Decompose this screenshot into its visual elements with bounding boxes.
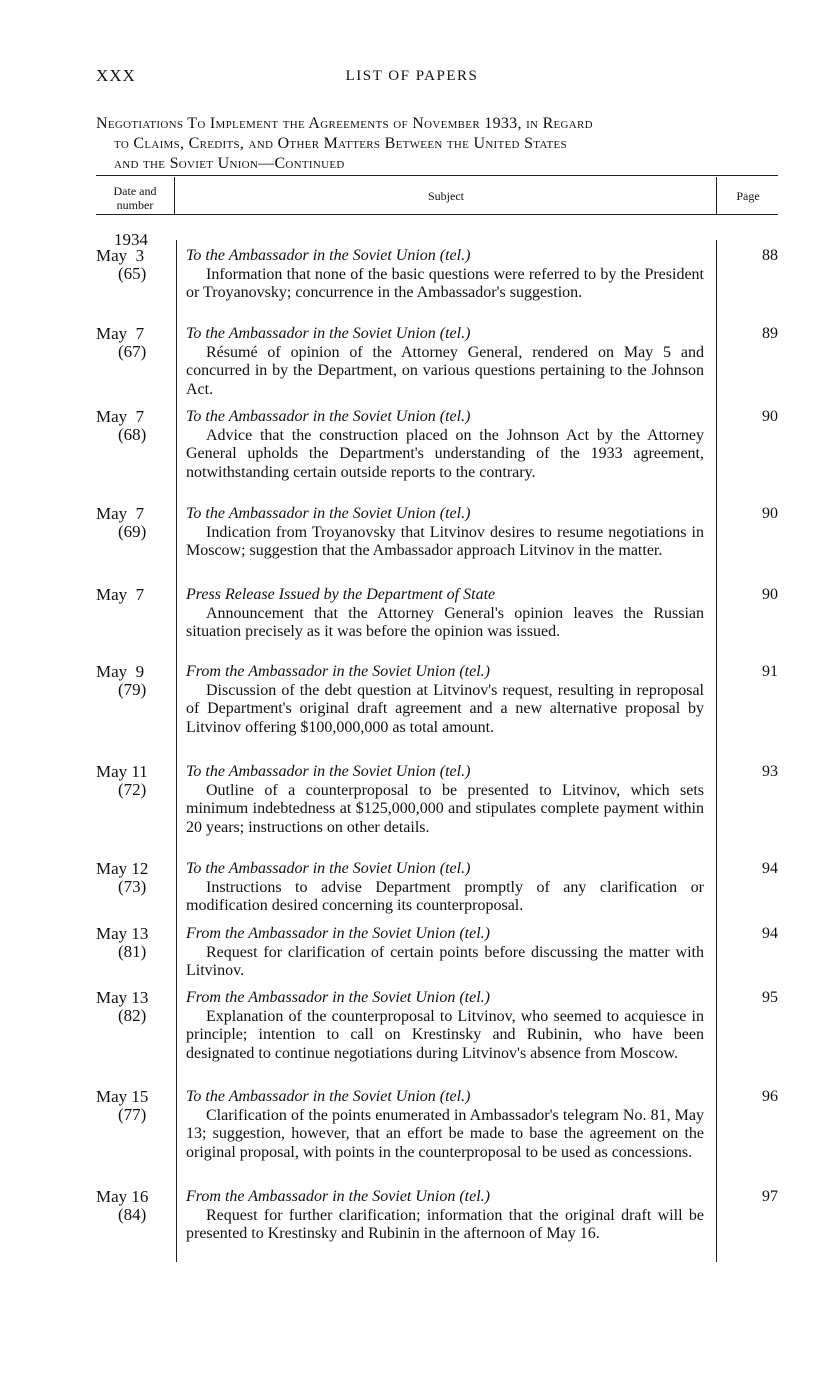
column-divider-left	[176, 240, 177, 1262]
entry-date	[96, 325, 170, 361]
column-header-page: Page	[736, 189, 760, 203]
page-number: XXX	[96, 66, 136, 85]
entry-title: To the Ambassador in the Soviet Union (tel.)	[186, 247, 471, 264]
entry-page: 93	[762, 763, 778, 780]
entry-number: (73)	[118, 877, 147, 896]
entry-number: (65)	[118, 264, 147, 283]
year-label: 1934	[114, 230, 148, 249]
entry-description: Announcement that the Attorney General's opinion leaves the Russian situation precisely as it was before the opinion was issued.	[186, 604, 704, 640]
entry-page: 89	[762, 325, 778, 342]
entry-title: From the Ambassador in the Soviet Union (tel.)	[186, 989, 490, 1006]
entry-page: 97	[762, 1188, 778, 1205]
entry-description: Indication from Troyanovsky that Litvinov desires to resume negotiations in Moscow; suggestion that the Ambassador approach Litvinov in the matter.	[186, 523, 704, 559]
entry-subject	[186, 1088, 704, 1162]
entry-subject	[186, 408, 704, 482]
entry-page: 90	[762, 408, 778, 425]
entry-number: (77)	[118, 1105, 147, 1124]
entry-date	[96, 408, 170, 444]
entry-title: To the Ambassador in the Soviet Union (tel.)	[186, 408, 471, 425]
section-title	[96, 114, 778, 174]
entry-date	[96, 586, 170, 604]
entry-date-label: May 12	[96, 859, 149, 878]
entry-subject	[186, 763, 704, 837]
entry-date	[96, 247, 170, 283]
column-divider-right	[716, 240, 717, 1262]
entry-description: Information that none of the basic questions were referred to by the President or Troyanovsky; concurrence in the Ambassador's suggestion.	[186, 265, 704, 301]
entry-subject	[186, 586, 704, 642]
entry-page: 91	[762, 663, 778, 680]
entry-description: Clarification of the points enumerated in Ambassador's telegram No. 81, May 13; suggestion, however, that an effort be made to base the agreement on the original proposal, with points in the counterproposal to be used as concessions.	[186, 1106, 704, 1161]
entry-date	[96, 1088, 170, 1124]
entry-description: Instructions to advise Department promptly of any clarification or modification desired concerning its counterproposal.	[186, 878, 704, 914]
entry-date-label: May 7	[96, 504, 145, 523]
entry-date	[96, 663, 170, 699]
entry-number: (81)	[118, 942, 147, 961]
entry-subject	[186, 663, 704, 737]
entry-number: (84)	[118, 1205, 147, 1224]
column-header-date	[96, 184, 174, 212]
entry-page: 88	[762, 247, 778, 264]
entry-page: 94	[762, 860, 778, 877]
entry-subject	[186, 989, 704, 1063]
entry-title: To the Ambassador in the Soviet Union (tel.)	[186, 763, 471, 780]
entry-date	[96, 1188, 170, 1224]
entry-subject	[186, 505, 704, 561]
section-title-line-1: Negotiations To Implement the Agreements of November 1933, in Regard	[96, 115, 593, 132]
entry-date	[96, 860, 170, 896]
entry-title: To the Ambassador in the Soviet Union (tel.)	[186, 1088, 471, 1105]
entry-description: Request for further clarification; information that the original draft will be presented to Krestinsky and Rubinin in the afternoon of May 16.	[186, 1206, 704, 1242]
entry-description: Résumé of opinion of the Attorney General, rendered on May 5 and concurred in by the Department, on various questions pertaining to the Johnson Act.	[186, 343, 704, 398]
entry-date-label: May 7	[96, 324, 145, 343]
entry-date	[96, 505, 170, 541]
entry-subject	[186, 925, 704, 981]
column-header-date-line-2: number	[116, 198, 154, 212]
entry-page: 90	[762, 505, 778, 522]
entry-number: (82)	[118, 1006, 147, 1025]
entry-date-label: May 9	[96, 662, 145, 681]
entry-date	[96, 989, 170, 1025]
entry-description: Discussion of the debt question at Litvinov's request, resulting in reproposal of Department's original draft agreement and a new alternative proposal by Litvinov offering $100,000,000 as total amount.	[186, 681, 704, 736]
entry-title: Press Release Issued by the Department of State	[186, 586, 496, 603]
entry-number: (67)	[118, 342, 147, 361]
table-top-rule	[96, 175, 778, 176]
entry-date-label: May 13	[96, 924, 149, 943]
entry-title: From the Ambassador in the Soviet Union (tel.)	[186, 925, 490, 942]
entry-page: 90	[762, 586, 778, 603]
entry-description: Explanation of the counterproposal to Litvinov, who seemed to acquiesce in principle; intention to call on Krestinsky and Rubinin, who have been designated to continue negotiations during Litvinov's absence from Moscow.	[186, 1007, 704, 1062]
entry-date-label: May 7	[96, 407, 145, 426]
table-header-rule	[96, 214, 778, 215]
entry-number: (69)	[118, 522, 147, 541]
entry-number: (79)	[118, 680, 147, 699]
section-title-line-3: and the Soviet Union—Continued	[114, 155, 345, 172]
entry-date-label: May 13	[96, 988, 149, 1007]
entry-title: To the Ambassador in the Soviet Union (tel.)	[186, 325, 471, 342]
column-header-date-line-1: Date and	[113, 184, 157, 198]
entry-date	[96, 763, 170, 799]
entry-page: 95	[762, 989, 778, 1006]
entry-description: Outline of a counterproposal to be presented to Litvinov, which sets minimum indebtedness at $125,000,000 and stipulates complete payment within 20 years; instructions on other details.	[186, 781, 704, 836]
entry-page: 94	[762, 925, 778, 942]
entry-subject	[186, 247, 704, 303]
entry-date-label: May 3	[96, 246, 145, 265]
entry-date-label: May 7	[96, 585, 145, 604]
entry-date-label: May 16	[96, 1187, 149, 1206]
entry-description: Request for clarification of certain points before discussing the matter with Litvinov.	[186, 943, 704, 979]
column-divider-left-header	[174, 177, 175, 214]
entry-title: From the Ambassador in the Soviet Union (tel.)	[186, 663, 490, 680]
entry-title: From the Ambassador in the Soviet Union (tel.)	[186, 1188, 490, 1205]
entry-date-label: May 11	[96, 762, 148, 781]
entry-number: (68)	[118, 425, 147, 444]
column-divider-right-header	[716, 177, 717, 214]
entry-description: Advice that the construction placed on the Johnson Act by the Attorney General upholds the Department's understanding of the 1933 agreement, notwithstanding certain outside reports to the contrary.	[186, 426, 704, 481]
running-head: LIST OF PAPERS	[345, 68, 479, 84]
entry-page: 96	[762, 1088, 778, 1105]
entry-title: To the Ambassador in the Soviet Union (tel.)	[186, 860, 471, 877]
entry-subject	[186, 325, 704, 399]
column-header-subject: Subject	[428, 189, 464, 203]
entry-date-label: May 15	[96, 1087, 149, 1106]
entry-number: (72)	[118, 780, 147, 799]
entry-date	[96, 925, 170, 961]
entry-title: To the Ambassador in the Soviet Union (tel.)	[186, 505, 471, 522]
entry-subject	[186, 1188, 704, 1244]
section-title-line-2: to Claims, Credits, and Other Matters Between the United States	[114, 135, 567, 152]
entry-subject	[186, 860, 704, 916]
